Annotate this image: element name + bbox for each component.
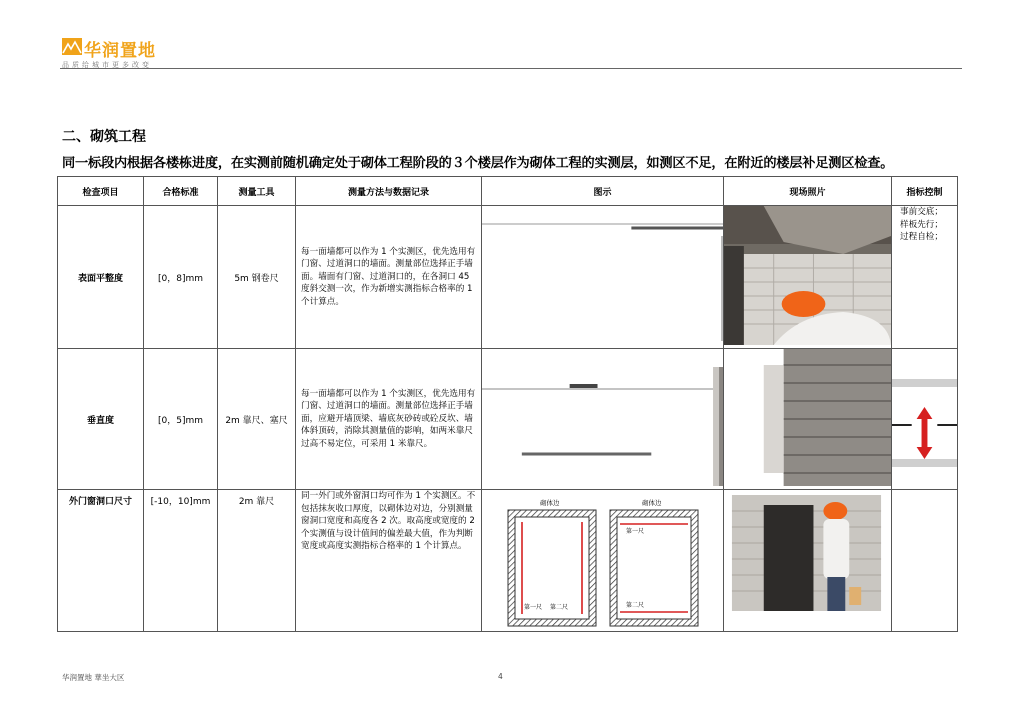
control-item: 过程自检； — [900, 232, 943, 242]
diagram-label-left-top: 砌体边 — [540, 499, 560, 507]
col-header-diagram: 图示 — [482, 177, 724, 206]
standard-cell: [0，8]mm — [144, 206, 218, 349]
photo-cell — [724, 490, 892, 632]
tool-cell: 5m 钢卷尺 — [218, 206, 296, 349]
site-photo-opening — [724, 491, 891, 628]
diagram-cell — [482, 490, 724, 632]
diagram-label-right-top: 砌体边 — [642, 499, 662, 507]
control-cell — [892, 349, 958, 490]
tool-cell: 2m 靠尺、塞尺 — [218, 349, 296, 490]
col-header-photo: 现场照片 — [724, 177, 892, 206]
diagram-label-second-ruler: 第二尺 — [626, 602, 645, 609]
verticality-diagram — [482, 349, 723, 486]
photo-cell — [724, 206, 892, 349]
control-item: 事前交底； — [900, 207, 943, 217]
col-header-control: 指标控制 — [892, 177, 958, 206]
intro-text: 同一标段内根据各楼栋进度，在实测前随机确定处于砌体工程阶段的３个楼层作为砌体工程的实测层，如测区不足，在附近的楼层补足测区检查。 — [62, 156, 894, 171]
standard-cell: [-10，10]mm — [144, 490, 218, 632]
page-number: 4 — [498, 672, 503, 681]
inspection-table — [57, 176, 958, 632]
section-title: 二、砌筑工程 — [62, 129, 146, 145]
diagram-label-first-ruler: 第一尺 — [524, 604, 543, 611]
method-cell: 每一面墙都可以作为 1 个实测区，优先选用有门窗、过道洞口的墙面。测量部位选择正手墙面，应避开墙顶梁、墙底灰砂砖或砼反坎、墙体斜顶砖，消除其测量值的影响，如两米靠尺过高不易定位，可采用 1 米靠尺。 — [296, 349, 482, 490]
site-photo-verticality — [724, 349, 891, 486]
diagram-label-first-ruler: 第一尺 — [626, 528, 645, 535]
site-photo-flatness — [724, 206, 891, 345]
brand-slogan: 品质给城市更多改变 — [62, 61, 152, 69]
col-header-method: 测量方法与数据记录 — [296, 177, 482, 206]
photo-cell — [724, 349, 892, 490]
vertical-measure-arrow-icon — [892, 349, 957, 486]
item-cell: 表面平整度 — [58, 206, 144, 349]
table-row — [58, 206, 958, 349]
table-header-row — [58, 177, 958, 206]
footer-company: 华润置地 華坐大区 — [62, 673, 125, 682]
method-cell: 每一面墙都可以作为 1 个实测区，优先选用有门窗、过道洞口的墙面。测量部位选择正手墙面。墙面有门窗、过道洞口的，在各洞口 45 度斜交测一次，作为新增实测指标合格率的 1 个计算点。 — [296, 206, 482, 349]
item-cell: 垂直度 — [58, 349, 144, 490]
method-cell: 同一外门或外窗洞口均可作为 1 个实测区。不包括抹灰收口厚度，以砌体边对边，分别测量窗洞口宽度和高度各 2 次。取高度或宽度的 2 个实测值与设计值间的偏差最大值，作为判断宽度或高度实测指标合格率的 1 个计算点。 — [296, 490, 482, 632]
tool-cell: 2m 靠尺 — [218, 490, 296, 632]
col-header-standard: 合格标准 — [144, 177, 218, 206]
table-row — [58, 490, 958, 632]
opening-size-diagram — [482, 492, 723, 629]
item-cell: 外门窗洞口尺寸 — [58, 490, 144, 632]
control-cell — [892, 490, 958, 632]
table-row — [58, 349, 958, 490]
col-header-tool: 测量工具 — [218, 177, 296, 206]
diagram-cell — [482, 206, 724, 349]
diagram-cell — [482, 349, 724, 490]
col-header-item: 检查项目 — [58, 177, 144, 206]
control-cell — [892, 206, 958, 349]
standard-cell: [0，5]mm — [144, 349, 218, 490]
header-divider — [60, 68, 962, 69]
control-item: 样板先行； — [900, 219, 943, 230]
flatness-diagram — [482, 206, 723, 345]
brand-name: 华润置地 — [84, 41, 156, 61]
diagram-label-second-ruler: 第二尺 — [550, 604, 569, 611]
brand-mountain-icon — [62, 38, 82, 55]
